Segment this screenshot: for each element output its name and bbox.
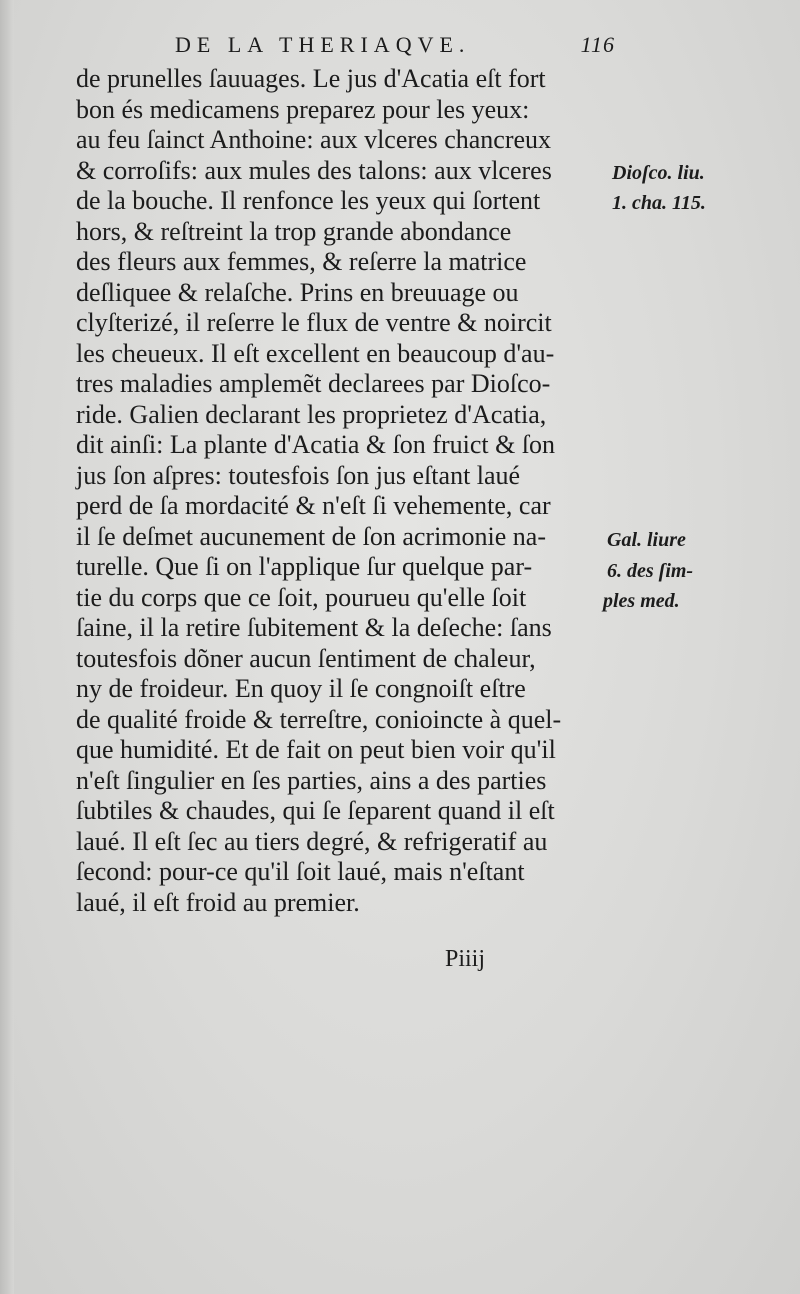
margin-note: Gal. liure [607, 529, 686, 551]
text-line: au feu ſainct Anthoine: aux vlceres chancreux [76, 125, 552, 154]
text-line: des fleurs aux femmes, & reſerre la matrice [76, 247, 527, 276]
text-line: toutesfois dõner aucun ſentiment de chaleur, [76, 643, 536, 673]
body-text [76, 64, 636, 918]
text-line: tres maladies amplemẽt declarees par Dioſco- [76, 369, 551, 398]
text-line: de qualité froide & terreſtre, conioincte à quel- [76, 704, 562, 734]
text-line: turelle. Que ſi on l'applique ſur quelque par- [76, 552, 533, 581]
text-line: bon és medicamens preparez pour les yeux: [76, 94, 530, 124]
running-header [175, 32, 615, 62]
margin-note: ples med. [603, 590, 680, 612]
text-line: n'eſt ſingulier en ſes parties, ains a des parties [76, 765, 547, 795]
text-line: les cheueux. Il eſt excellent en beaucoup d'au- [76, 338, 555, 368]
page-edge [0, 0, 14, 1294]
text-line: jus ſon aſpres: toutesfois ſon jus eſtant laué [76, 460, 521, 490]
text-line: clyſterizé, il reſerre le flux de ventre & noircit [76, 308, 552, 337]
margin-note: 6. des ſim- [607, 560, 694, 582]
text-line: laué, il eſt froid au premier. [76, 887, 360, 917]
text-line: ſubtiles & chaudes, qui ſe ſeparent quand il eſt [76, 796, 555, 825]
text-line: que humidité. Et de fait on peut bien voir qu'il [76, 735, 556, 764]
text-line: tie du corps que ce ſoit, pourueu qu'elle ſoit [76, 582, 527, 612]
text-line: de prunelles ſauuages. Le jus d'Acatia eſt fort [76, 64, 546, 93]
text-line: ſaine, il la retire ſubitement & la deſeche: ſans [76, 613, 552, 642]
text-line: dit ainſi: La plante d'Acatia & ſon fruict & ſon [76, 430, 556, 459]
text-line: perd de ſa mordacité & n'eſt ſi vehemente, car [76, 491, 551, 520]
text-line: ny de froideur. En quoy il ſe congnoiſt eſtre [76, 674, 526, 703]
text-line: deſliquee & relaſche. Prins en breuuage ou [76, 277, 519, 307]
text-line: ride. Galien declarant les proprietez d'Acatia, [76, 399, 547, 429]
text-line: il ſe deſmet aucunement de ſon acrimonie na- [76, 521, 546, 551]
text-line: hors, & reſtreint la trop grande abondance [76, 216, 512, 246]
margin-note: Dioſco. liu. [612, 162, 705, 184]
running-title: DE LA THERIAQVE. [175, 32, 471, 57]
signature-mark: Piiij [445, 946, 486, 972]
page-number: 116 [580, 32, 615, 57]
text-line: de la bouche. Il renfonce les yeux qui ſortent [76, 186, 541, 215]
text-line: & corroſifs: aux mules des talons: aux vlceres [76, 155, 552, 185]
margin-note: 1. cha. 115. [612, 192, 706, 214]
text-line: laué. Il eſt ſec au tiers degré, & refrigeratif au [76, 826, 548, 856]
text-line: ſecond: pour-ce qu'il ſoit laué, mais n'eſtant [76, 857, 525, 886]
